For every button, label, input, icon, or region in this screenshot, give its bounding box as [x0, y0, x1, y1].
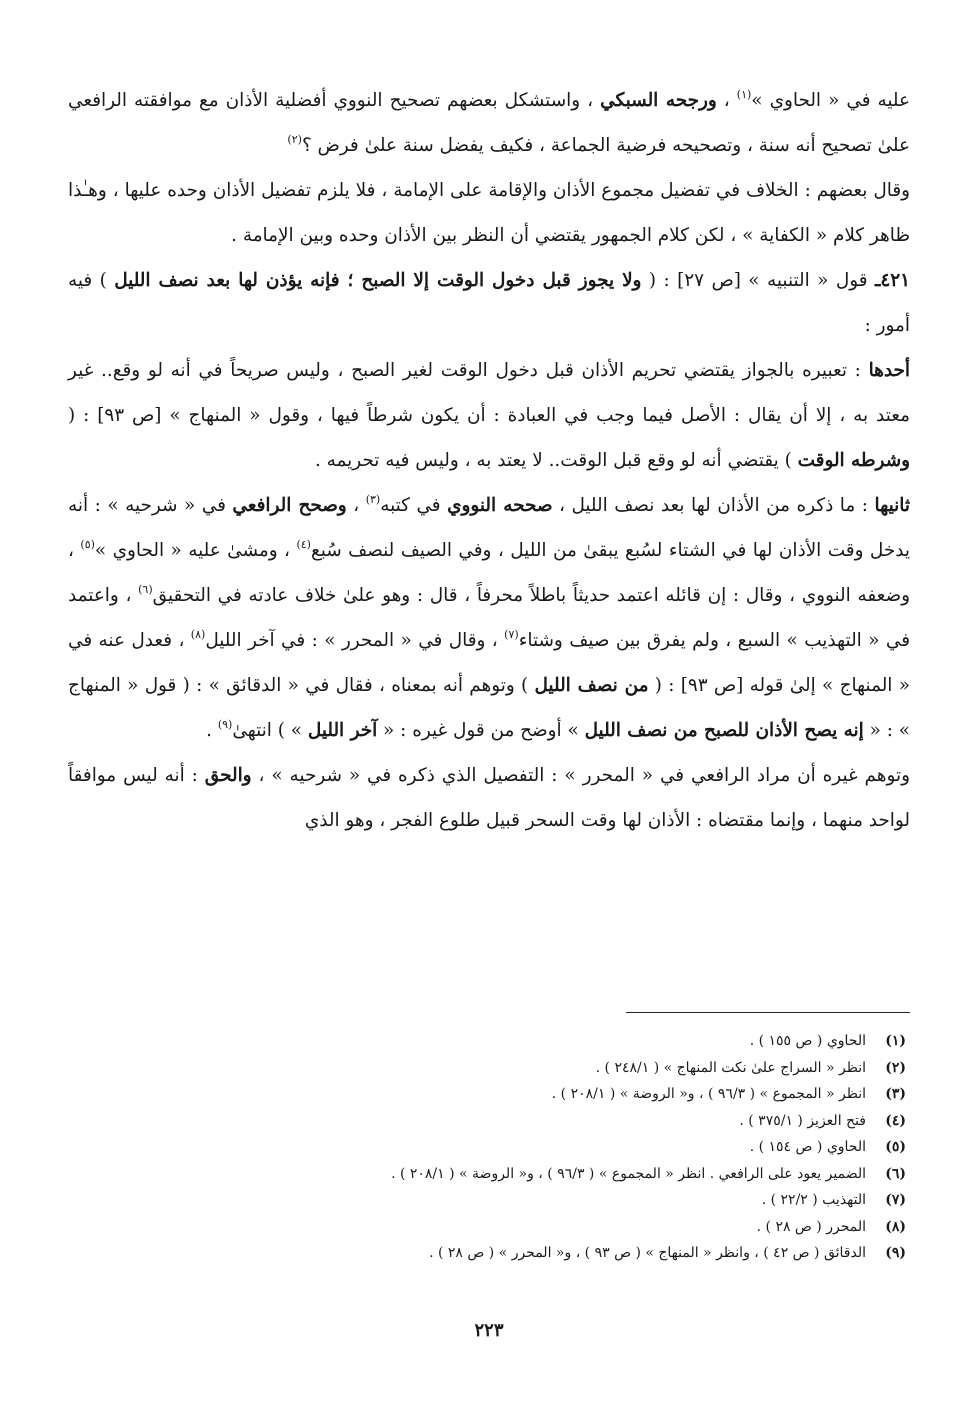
footnote-text: انظر « المجموع » ( ٩٦/٣ ) ، و« الروضة » ( ٢٠٨/١ ) .	[551, 1086, 866, 1102]
paragraph-6	[68, 753, 910, 843]
footnote-number: (٩)	[885, 1245, 906, 1261]
footnote-ref-6[interactable]: (٦)	[138, 583, 153, 596]
paragraph-3	[68, 258, 910, 348]
bold-run: آخر الليل	[307, 720, 378, 741]
footnote-text: الدقائق ( ص ٤٢ ) ، وانظر « المنهاج » ( ص ٩٣ ) ، و« المحرر » ( ص ٢٨ ) .	[429, 1245, 866, 1261]
footnote-number: (١)	[885, 1033, 906, 1049]
text-run: وتوهم غيره أن مراد الرافعي في « المحرر » : التفصيل الذي ذكره في « شرحيه » ،	[251, 765, 910, 786]
text-run: ) وتوهم أنه بمعناه ، فقال في « الدقائق » : ( قول « المنهاج » : «	[68, 675, 910, 741]
footnote-number: (٧)	[885, 1192, 906, 1208]
text-run: ،	[346, 495, 366, 516]
bold-run: والحق	[204, 765, 252, 786]
text-run: ، وقال في « المحرر » : في آخر الليل	[205, 630, 505, 651]
page-number: ٢٢٣	[474, 1320, 504, 1341]
footnote-item	[68, 1081, 906, 1108]
text-run: : ما ذكره من الأذان لها بعد نصف الليل ،	[552, 495, 875, 516]
text-run: قول « التنبيه » [ص ٢٧] : (	[641, 270, 875, 291]
footnote-text: الضمير يعود على الرافعي . انظر « المجموع » ( ٩٦/٣ ) ، و« الروضة » ( ٢٠٨/١ ) .	[391, 1165, 866, 1182]
main-text	[68, 78, 910, 843]
bold-run: وشرطه الوقت	[797, 450, 910, 471]
text-run: » أوضح من قول غيره : «	[377, 720, 585, 741]
footnote-item	[68, 1240, 906, 1267]
paragraph-4	[68, 348, 910, 483]
footnote-number: (٦)	[885, 1165, 906, 1182]
text-run: ، ومشىٰ عليه « الحاوي »	[94, 540, 297, 561]
footnote-ref-4[interactable]: (٤)	[296, 538, 311, 551]
bold-run: ورجحه السبكي	[600, 90, 717, 111]
text-run: ) يقتضي أنه لو وقع قبل الوقت.. لا يعتد به ، وليس فيه تحريمه .	[314, 450, 798, 471]
bold-run: وصحح الرافعي	[232, 495, 347, 516]
footnote-text: الحاوي ( ص ١٥٤ ) .	[749, 1139, 866, 1155]
footnote-ref-2[interactable]: (٢)	[287, 133, 302, 146]
footnotes-list	[68, 1028, 906, 1267]
footnote-ref-7[interactable]: (٧)	[504, 628, 519, 641]
footnote-ref-9[interactable]: (٩)	[217, 718, 233, 731]
text-run: ، فعدل عنه في « المنهاج » إلىٰ قوله [ص ٩٣] : (	[68, 630, 910, 696]
paragraph-2: وقال بعضهم : الخلاف في تفضيل مجموع الأذان والإقامة على الإمامة ، فلا يلزم تفضيل الأذان وحده عليها ، وهـٰذا ظاهر كلام « الكفاية » ، لكن كلام الجمهور يقتضي أن النظر بين الأذان وحده وبين الإمامة .	[68, 180, 910, 246]
bold-run: صححه النووي	[447, 495, 553, 516]
footnote-text: انظر « السراج علىٰ نكت المنهاج » ( ٢٤٨/١ ) .	[595, 1059, 866, 1076]
footnote-text: الحاوي ( ص ١٥٥ ) .	[749, 1033, 866, 1049]
footnote-item	[68, 1134, 906, 1161]
bold-run: ولا يجوز قبل دخول الوقت إلا الصبح ؛ فإنه يؤذن لها بعد نصف الليل	[114, 270, 642, 291]
bold-run: ثانيها	[874, 495, 910, 516]
text-run: » ) انتهىٰ	[232, 720, 308, 741]
footnote-number: (٤)	[885, 1112, 906, 1129]
footnote-item	[68, 1108, 906, 1135]
footnote-item	[68, 1214, 906, 1241]
text-run: ) فيه أمور :	[68, 270, 910, 336]
footnote-text: التهذيب ( ٢٢/٢ ) .	[761, 1192, 866, 1208]
footnote-item	[68, 1028, 906, 1055]
footnote-item	[68, 1161, 906, 1188]
bold-run: أحدها	[868, 360, 910, 381]
text-run: ، وضعفه النووي ، وقال : إن قائله اعتمد حديثاً باطلاً محرفاً ، قال : وهو علىٰ خلاف عادته في التحقيق	[68, 540, 910, 606]
footnote-number: (٣)	[885, 1086, 906, 1102]
footnote-number: (٨)	[885, 1218, 906, 1235]
footnote-ref-3[interactable]: (٣)	[365, 493, 381, 506]
footnote-item	[68, 1187, 906, 1214]
text-run: : أنه ليس موافقاً لواحد منهما ، وإنما مقتضاه : الأذان لها وقت السحر قبيل طلوع الفجر ، وهو الذي	[68, 765, 910, 831]
text-run: ، واعتمد في « التهذيب » السبع ، ولم يفرق بين صيف وشتاء	[68, 585, 910, 651]
text-run: عليه في « الحاوي »	[751, 90, 910, 111]
issue-number: ٤٢١ـ	[874, 270, 910, 291]
text-run: : تعبيره بالجواز يقتضي تحريم الأذان قبل دخول الوقت لغير الصبح ، وليس صريحاً في أنه لو وقع.. غير معتد به ، إلا أن يقال : الأصل فيما وجب في العبادة : أن يكون شرطاً فيها ، وقول « المنهاج » [ص ٩٣] : (	[68, 360, 910, 426]
footnote-ref-8[interactable]: (٨)	[190, 628, 206, 641]
paragraph-1	[68, 78, 910, 168]
footnote-text: المحرر ( ص ٢٨ ) .	[756, 1218, 866, 1235]
footnote-number: (٢)	[885, 1059, 906, 1076]
paragraph-5	[68, 483, 910, 753]
text-run: في « شرحيه » : أنه يدخل وقت الأذان لها في الشتاء لسُبع يبقىٰ من الليل ، وفي الصيف لنصف سُبع	[68, 495, 910, 561]
bold-run: من نصف الليل	[534, 675, 649, 696]
text-run: ،	[716, 90, 737, 111]
bold-run: إنه يصح الأذان للصبح من نصف الليل	[584, 720, 864, 741]
text-run: ، واستشكل بعضهم تصحيح النووي أفضلية الأذان مع موافقته الرافعي علىٰ تصحيح أنه سنة ، وتصحيحه فرضية الجماعة ، فكيف يفضل سنة علىٰ فرض ؟	[68, 90, 910, 156]
footnote-number: (٥)	[885, 1139, 906, 1155]
footnote-ref-5[interactable]: (٥)	[80, 538, 95, 551]
text-run: في كتبه	[380, 495, 448, 516]
footnote-item	[68, 1055, 906, 1082]
footnote-separator	[626, 1012, 910, 1013]
footnote-text: فتح العزيز ( ٣٧٥/١ ) .	[739, 1112, 866, 1129]
text-run: .	[206, 720, 218, 741]
footnote-ref-1[interactable]: (١)	[736, 88, 752, 101]
